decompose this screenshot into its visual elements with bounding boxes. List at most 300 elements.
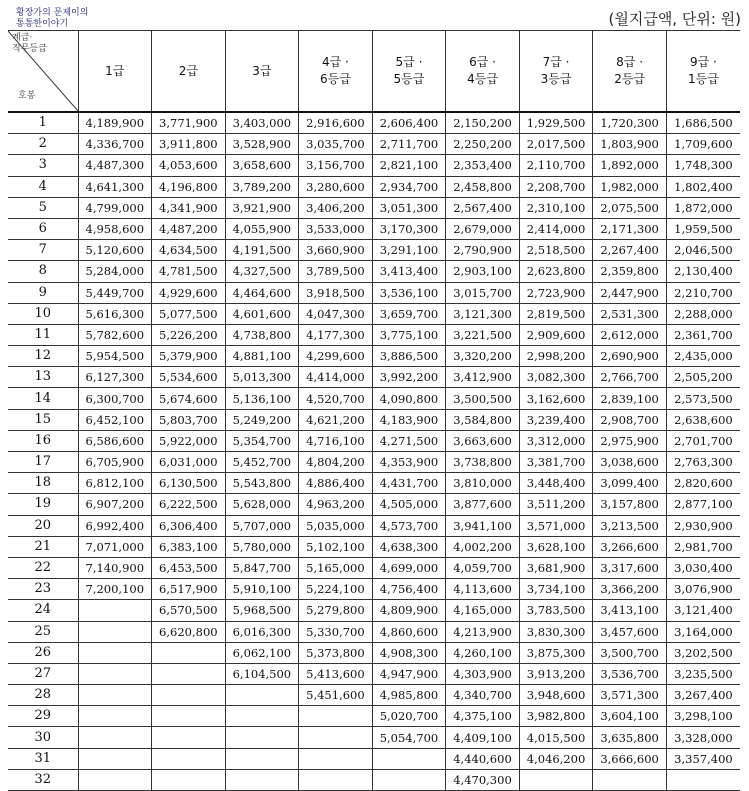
salary-cell: [225, 727, 299, 748]
step-number-cell: 10: [8, 303, 78, 324]
salary-cell: 2,612,000: [593, 324, 667, 345]
salary-cell: 5,020,700: [372, 706, 446, 727]
salary-cell: 4,055,900: [225, 218, 299, 239]
corner-header-cell: [8, 31, 78, 113]
salary-cell: 5,922,000: [152, 430, 226, 451]
step-number-cell: 32: [8, 769, 78, 790]
salary-cell: 4,809,900: [372, 600, 446, 621]
salary-cell: 4,213,900: [446, 621, 520, 642]
column-header-line: 4급 ·: [321, 55, 349, 69]
salary-cell: 3,659,700: [372, 303, 446, 324]
salary-cell: 1,803,900: [593, 134, 667, 155]
salary-cell: 1,892,000: [593, 155, 667, 176]
salary-cell: 4,520,700: [299, 388, 373, 409]
salary-cell: [152, 748, 226, 769]
salary-cell: [78, 600, 152, 621]
table-row: [8, 557, 740, 578]
step-number-cell: 2: [8, 134, 78, 155]
salary-cell: 3,681,900: [519, 557, 593, 578]
salary-cell: 5,102,100: [299, 536, 373, 557]
salary-cell: 6,705,900: [78, 452, 152, 473]
salary-cell: 4,271,500: [372, 430, 446, 451]
salary-cell: 2,723,900: [519, 282, 593, 303]
salary-cell: 3,156,700: [299, 155, 373, 176]
salary-cell: [78, 706, 152, 727]
corner-top-line2: 직무등급: [12, 44, 47, 54]
salary-cell: 3,170,300: [372, 218, 446, 239]
salary-cell: 2,819,500: [519, 303, 593, 324]
salary-cell: 3,584,800: [446, 409, 520, 430]
step-number-cell: 28: [8, 685, 78, 706]
salary-cell: 5,249,200: [225, 409, 299, 430]
salary-cell: 3,982,800: [519, 706, 593, 727]
salary-cell: 2,267,400: [593, 240, 667, 261]
salary-cell: 4,046,200: [519, 748, 593, 769]
table-row: [8, 727, 740, 748]
salary-cell: 1,872,000: [666, 197, 740, 218]
salary-cell: 3,810,000: [446, 473, 520, 494]
column-header-2: [152, 31, 226, 113]
table-row: [8, 579, 740, 600]
salary-cell: 3,628,100: [519, 536, 593, 557]
salary-cell: 3,635,800: [593, 727, 667, 748]
step-number-cell: 24: [8, 600, 78, 621]
salary-cell: 5,413,600: [299, 663, 373, 684]
salary-cell: 2,821,100: [372, 155, 446, 176]
salary-cell: 4,947,900: [372, 663, 446, 684]
salary-cell: 5,354,700: [225, 430, 299, 451]
salary-cell: [372, 748, 446, 769]
salary-cell: 6,453,500: [152, 557, 226, 578]
salary-cell: 4,002,200: [446, 536, 520, 557]
salary-cell: 4,487,200: [152, 218, 226, 239]
table-row: [8, 494, 740, 515]
salary-cell: 4,985,800: [372, 685, 446, 706]
salary-cell: 4,341,900: [152, 197, 226, 218]
column-header-6: [446, 31, 520, 113]
salary-cell: 4,963,200: [299, 494, 373, 515]
step-number-cell: 22: [8, 557, 78, 578]
salary-cell: 4,196,800: [152, 176, 226, 197]
step-number-cell: 20: [8, 515, 78, 536]
salary-cell: 3,500,700: [593, 642, 667, 663]
salary-cell: 1,709,600: [666, 134, 740, 155]
salary-cell: 3,403,000: [225, 112, 299, 134]
table-row: [8, 706, 740, 727]
salary-cell: 4,375,100: [446, 706, 520, 727]
salary-cell: 4,260,100: [446, 642, 520, 663]
salary-cell: 3,357,400: [666, 748, 740, 769]
salary-cell: 3,076,900: [666, 579, 740, 600]
salary-cell: 7,200,100: [78, 579, 152, 600]
salary-cell: 4,113,600: [446, 579, 520, 600]
salary-cell: 3,448,400: [519, 473, 593, 494]
table-row: [8, 261, 740, 282]
salary-cell: 5,284,000: [78, 261, 152, 282]
salary-cell: 3,266,600: [593, 536, 667, 557]
step-number-cell: 19: [8, 494, 78, 515]
salary-cell: 4,505,000: [372, 494, 446, 515]
salary-cell: [78, 748, 152, 769]
salary-cell: 6,383,100: [152, 536, 226, 557]
salary-cell: 6,517,900: [152, 579, 226, 600]
salary-cell: 6,620,800: [152, 621, 226, 642]
salary-cell: 2,567,400: [446, 197, 520, 218]
salary-cell: 3,789,200: [225, 176, 299, 197]
step-number-cell: 11: [8, 324, 78, 345]
salary-cell: 4,340,700: [446, 685, 520, 706]
salary-cell: 3,312,000: [519, 430, 593, 451]
unit-note: (월지급액, 단위: 원): [608, 10, 741, 28]
salary-cell: 6,016,300: [225, 621, 299, 642]
salary-cell: 6,127,300: [78, 367, 152, 388]
salary-cell: 2,711,700: [372, 134, 446, 155]
salary-cell: 3,298,100: [666, 706, 740, 727]
step-number-cell: 8: [8, 261, 78, 282]
salary-cell: [299, 706, 373, 727]
salary-cell: 6,812,100: [78, 473, 152, 494]
column-header-line: 2급: [178, 63, 198, 78]
salary-cell: 3,221,500: [446, 324, 520, 345]
salary-cell: 3,038,600: [593, 452, 667, 473]
salary-cell: 3,099,400: [593, 473, 667, 494]
salary-cell: 5,628,000: [225, 494, 299, 515]
salary-cell: 2,981,700: [666, 536, 740, 557]
column-header-line: 9급 ·: [690, 55, 717, 69]
table-row: [8, 452, 740, 473]
salary-cell: [78, 685, 152, 706]
salary-cell: 3,783,500: [519, 600, 593, 621]
step-number-cell: 30: [8, 727, 78, 748]
salary-cell: 6,570,500: [152, 600, 226, 621]
salary-cell: 2,110,700: [519, 155, 593, 176]
salary-cell: 6,062,100: [225, 642, 299, 663]
step-number-cell: 13: [8, 367, 78, 388]
step-number-cell: 14: [8, 388, 78, 409]
column-header-3: [225, 31, 299, 113]
step-number-cell: 15: [8, 409, 78, 430]
salary-cell: 5,847,700: [225, 557, 299, 578]
table-row: [8, 303, 740, 324]
salary-cell: 2,359,800: [593, 261, 667, 282]
table-row: [8, 218, 740, 239]
column-header-line: 1급: [105, 63, 125, 78]
column-header-4: [299, 31, 373, 113]
salary-cell: 2,701,700: [666, 430, 740, 451]
salary-cell: 3,381,700: [519, 452, 593, 473]
salary-cell: 4,440,600: [446, 748, 520, 769]
table-row: [8, 663, 740, 684]
salary-cell: 5,968,500: [225, 600, 299, 621]
salary-cell: 2,763,300: [666, 452, 740, 473]
salary-cell: [78, 663, 152, 684]
salary-cell: 2,210,700: [666, 282, 740, 303]
salary-cell: 3,738,800: [446, 452, 520, 473]
salary-cell: [299, 748, 373, 769]
salary-cell: 2,638,600: [666, 409, 740, 430]
salary-cell: 3,164,000: [666, 621, 740, 642]
salary-cell: 6,306,400: [152, 515, 226, 536]
salary-cell: 3,320,200: [446, 346, 520, 367]
salary-cell: 7,071,000: [78, 536, 152, 557]
salary-cell: 1,802,400: [666, 176, 740, 197]
salary-cell: 3,604,100: [593, 706, 667, 727]
table-row: [8, 642, 740, 663]
salary-cell: 3,789,500: [299, 261, 373, 282]
salary-cell: 3,663,600: [446, 430, 520, 451]
salary-cell: 3,121,400: [666, 600, 740, 621]
salary-cell: 1,959,500: [666, 218, 740, 239]
step-number-cell: 1: [8, 112, 78, 134]
column-header-line: 3등급: [540, 72, 572, 86]
salary-cell: 3,162,600: [519, 388, 593, 409]
salary-cell: 6,992,400: [78, 515, 152, 536]
salary-cell: 6,300,700: [78, 388, 152, 409]
salary-cell: 3,317,600: [593, 557, 667, 578]
step-number-cell: 17: [8, 452, 78, 473]
salary-cell: 4,958,600: [78, 218, 152, 239]
salary-cell: 6,222,500: [152, 494, 226, 515]
salary-cell: 3,571,000: [519, 515, 593, 536]
header-row: [8, 31, 740, 113]
salary-cell: 3,157,800: [593, 494, 667, 515]
salary-cell: 3,528,900: [225, 134, 299, 155]
salary-cell: 3,533,000: [299, 218, 373, 239]
salary-cell: [299, 727, 373, 748]
salary-cell: 4,336,700: [78, 134, 152, 155]
table-row: [8, 430, 740, 451]
step-number-cell: 5: [8, 197, 78, 218]
salary-cell: 2,150,200: [446, 112, 520, 134]
table-row: [8, 155, 740, 176]
step-number-cell: 25: [8, 621, 78, 642]
column-header-line: 3급: [252, 63, 272, 78]
table-row: [8, 197, 740, 218]
salary-cell: 1,748,300: [666, 155, 740, 176]
salary-cell: 2,208,700: [519, 176, 593, 197]
salary-cell: 5,035,000: [299, 515, 373, 536]
salary-cell: [152, 727, 226, 748]
salary-cell: 3,291,100: [372, 240, 446, 261]
salary-cell: [78, 621, 152, 642]
salary-cell: 2,820,600: [666, 473, 740, 494]
salary-cell: 5,054,700: [372, 727, 446, 748]
salary-cell: 5,543,800: [225, 473, 299, 494]
salary-cell: 3,366,200: [593, 579, 667, 600]
salary-cell: 3,051,300: [372, 197, 446, 218]
salary-cell: 2,790,900: [446, 240, 520, 261]
salary-cell: 5,373,800: [299, 642, 373, 663]
table-row: [8, 112, 740, 134]
salary-cell: 3,941,100: [446, 515, 520, 536]
salary-cell: 4,353,900: [372, 452, 446, 473]
salary-cell: 4,090,800: [372, 388, 446, 409]
step-number-cell: 26: [8, 642, 78, 663]
column-header-9: [666, 31, 740, 113]
salary-cell: 4,621,200: [299, 409, 373, 430]
salary-cell: 2,998,200: [519, 346, 593, 367]
salary-cell: 4,414,000: [299, 367, 373, 388]
step-number-cell: 9: [8, 282, 78, 303]
salary-cell: 4,908,300: [372, 642, 446, 663]
column-header-line: 8급 ·: [616, 55, 644, 69]
salary-cell: 4,799,000: [78, 197, 152, 218]
salary-cell: 3,948,600: [519, 685, 593, 706]
salary-cell: 4,047,300: [299, 303, 373, 324]
salary-cell: [225, 748, 299, 769]
salary-cell: 2,909,600: [519, 324, 593, 345]
table-row: [8, 176, 740, 197]
salary-cell: 3,413,100: [593, 600, 667, 621]
column-header-line: 6급 ·: [469, 55, 496, 69]
salary-cell: 4,756,400: [372, 579, 446, 600]
table-row: [8, 324, 740, 345]
salary-cell: [225, 685, 299, 706]
salary-cell: 2,531,300: [593, 303, 667, 324]
salary-cell: 5,674,600: [152, 388, 226, 409]
salary-cell: 2,250,200: [446, 134, 520, 155]
salary-cell: 3,830,300: [519, 621, 593, 642]
salary-cell: 3,666,600: [593, 748, 667, 769]
salary-cell: 2,877,100: [666, 494, 740, 515]
salary-cell: 4,470,300: [446, 769, 520, 790]
salary-cell: 2,573,500: [666, 388, 740, 409]
salary-cell: 1,720,300: [593, 112, 667, 134]
salary-cell: 5,077,500: [152, 303, 226, 324]
table-row: [8, 748, 740, 769]
salary-cell: 5,165,000: [299, 557, 373, 578]
salary-cell: 5,782,600: [78, 324, 152, 345]
salary-cell: 4,929,600: [152, 282, 226, 303]
salary-cell: 5,013,300: [225, 367, 299, 388]
watermark-text: 황장가의 문제이의 통통한이야기: [16, 8, 89, 29]
salary-cell: 4,053,600: [152, 155, 226, 176]
salary-cell: 3,913,200: [519, 663, 593, 684]
salary-cell: 5,452,700: [225, 452, 299, 473]
salary-cell: 3,457,600: [593, 621, 667, 642]
column-header-line: 7급 ·: [542, 55, 570, 69]
step-number-cell: 29: [8, 706, 78, 727]
salary-cell: 3,412,900: [446, 367, 520, 388]
salary-cell: 3,267,400: [666, 685, 740, 706]
salary-cell: [152, 663, 226, 684]
salary-cell: [78, 727, 152, 748]
salary-cell: 1,686,500: [666, 112, 740, 134]
salary-cell: 3,511,200: [519, 494, 593, 515]
salary-cell: [152, 706, 226, 727]
salary-cell: 5,330,700: [299, 621, 373, 642]
salary-cell: 5,803,700: [152, 409, 226, 430]
salary-cell: 4,015,500: [519, 727, 593, 748]
table-row: [8, 134, 740, 155]
table-body: [8, 112, 740, 791]
salary-cell: 3,918,500: [299, 282, 373, 303]
salary-cell: 4,059,700: [446, 557, 520, 578]
column-header-line: 2등급: [614, 72, 646, 86]
salary-cell: 3,571,300: [593, 685, 667, 706]
step-number-cell: 12: [8, 346, 78, 367]
salary-cell: 4,699,000: [372, 557, 446, 578]
step-number-cell: 16: [8, 430, 78, 451]
salary-cell: 4,641,300: [78, 176, 152, 197]
salary-cell: 5,120,600: [78, 240, 152, 261]
salary-cell: 1,929,500: [519, 112, 593, 134]
salary-cell: 1,982,000: [593, 176, 667, 197]
salary-cell: 2,606,400: [372, 112, 446, 134]
salary-cell: 5,226,200: [152, 324, 226, 345]
salary-cell: 3,202,500: [666, 642, 740, 663]
salary-cell: 3,886,500: [372, 346, 446, 367]
salary-cell: 3,030,400: [666, 557, 740, 578]
salary-cell: 2,075,500: [593, 197, 667, 218]
salary-cell: 3,406,200: [299, 197, 373, 218]
salary-cell: 5,279,800: [299, 600, 373, 621]
salary-cell: 4,327,500: [225, 261, 299, 282]
salary-cell: 2,766,700: [593, 367, 667, 388]
salary-cell: 3,877,600: [446, 494, 520, 515]
salary-cell: 2,623,800: [519, 261, 593, 282]
step-number-cell: 7: [8, 240, 78, 261]
salary-cell: 7,140,900: [78, 557, 152, 578]
salary-cell: 3,239,400: [519, 409, 593, 430]
salary-cell: 3,328,000: [666, 727, 740, 748]
step-number-cell: 21: [8, 536, 78, 557]
salary-cell: 4,303,900: [446, 663, 520, 684]
step-number-cell: 3: [8, 155, 78, 176]
salary-cell: 4,409,100: [446, 727, 520, 748]
table-row: [8, 473, 740, 494]
salary-cell: 2,171,300: [593, 218, 667, 239]
table-row: [8, 240, 740, 261]
column-header-line: 1등급: [688, 72, 719, 86]
table-row: [8, 282, 740, 303]
salary-cell: 2,908,700: [593, 409, 667, 430]
column-header-line: 6등급: [320, 72, 351, 86]
salary-cell: 2,839,100: [593, 388, 667, 409]
salary-cell: 4,881,100: [225, 346, 299, 367]
salary-cell: 2,017,500: [519, 134, 593, 155]
salary-cell: 4,886,400: [299, 473, 373, 494]
salary-cell: 3,775,100: [372, 324, 446, 345]
salary-cell: 3,213,500: [593, 515, 667, 536]
salary-cell: [78, 642, 152, 663]
salary-cell: 2,447,900: [593, 282, 667, 303]
salary-cell: 4,191,500: [225, 240, 299, 261]
table-row: [8, 367, 740, 388]
salary-cell: 2,679,000: [446, 218, 520, 239]
column-header-8: [593, 31, 667, 113]
salary-cell: 3,015,700: [446, 282, 520, 303]
salary-cell: 2,930,900: [666, 515, 740, 536]
salary-cell: 2,361,700: [666, 324, 740, 345]
salary-cell: 3,921,900: [225, 197, 299, 218]
corner-grade-label: [12, 33, 47, 55]
salary-cell: 4,299,600: [299, 346, 373, 367]
step-number-cell: 27: [8, 663, 78, 684]
column-header-line: 4등급: [467, 72, 498, 86]
step-number-cell: 31: [8, 748, 78, 769]
salary-cell: 6,104,500: [225, 663, 299, 684]
salary-cell: 2,288,000: [666, 303, 740, 324]
salary-cell: 2,435,000: [666, 346, 740, 367]
salary-cell: 3,734,100: [519, 579, 593, 600]
salary-cell: 4,573,700: [372, 515, 446, 536]
salary-cell: 2,046,500: [666, 240, 740, 261]
salary-cell: 4,634,500: [152, 240, 226, 261]
salary-cell: 5,224,100: [299, 579, 373, 600]
salary-cell: 4,860,600: [372, 621, 446, 642]
salary-cell: 5,707,000: [225, 515, 299, 536]
